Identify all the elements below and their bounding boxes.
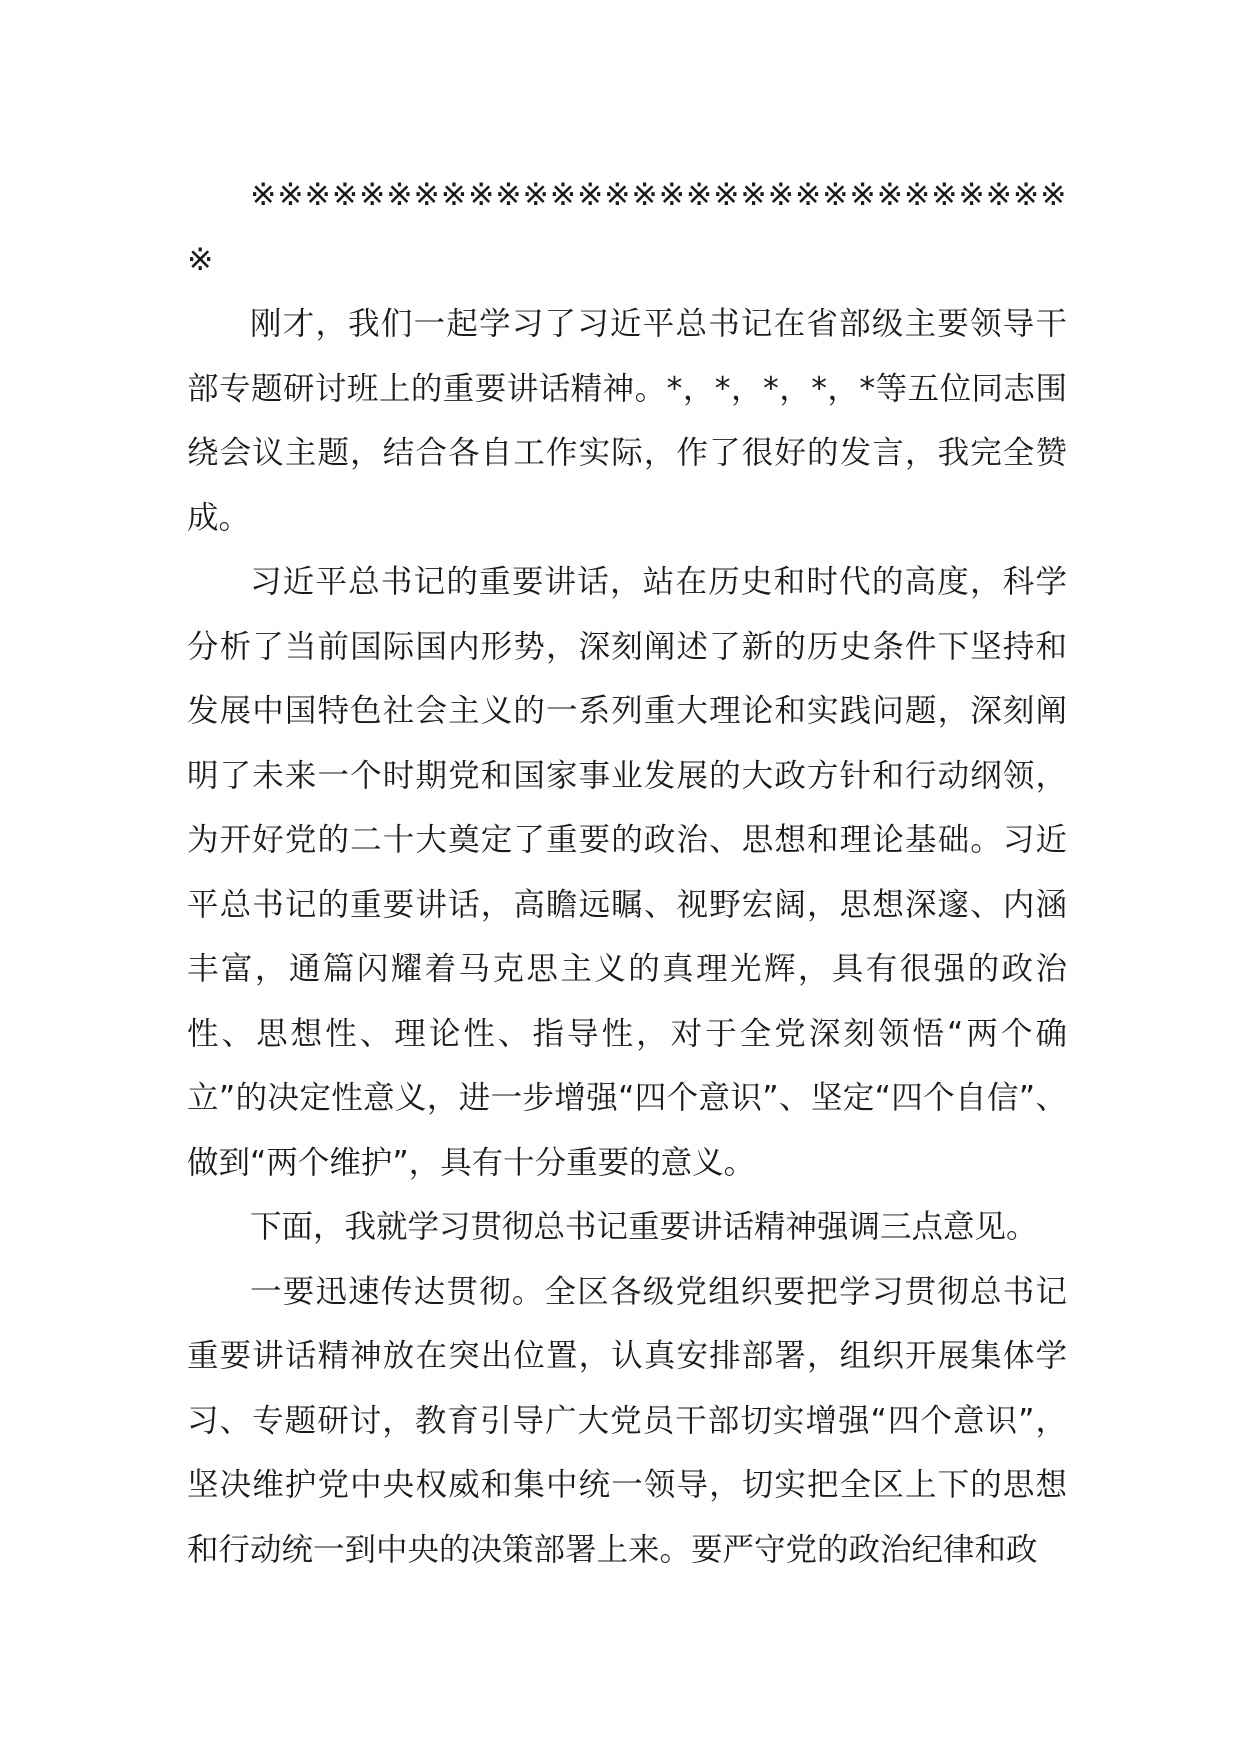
document-body <box>187 163 1067 1582</box>
paragraph-speech-significance: 习近平总书记的重要讲话，站在历史和时代的高度，科学分析了当前国际国内形势，深刻阐述了新的历史条件下坚持和发展中国特色社会主义的一系列重大理论和实践问题，深刻阐明了未来一个时期党和国家事业发展的大政方针和行动纲领，为开好党的二十大奠定了重要的政治、思想和理论基础。习近平总书记的重要讲话，高瞻远瞩、视野宏阔，思想深邃、内涵丰富，通篇闪耀着马克思主义的真理光辉，具有很强的政治性、思想性、理论性、指导性，对于全党深刻领悟“两个确立”的决定性意义，进一步增强“四个意识”、坚定“四个自信”、做到“两个维护”，具有十分重要的意义。 <box>187 564 1067 1181</box>
paragraph-opening: 刚才，我们一起学习了习近平总书记在省部级主要领导干部专题研讨班上的重要讲话精神。*，*，*，*，*等五位同志围绕会议主题，结合各自工作实际，作了很好的发言，我完全赞成。 <box>187 306 1067 536</box>
paragraph-three-points-intro: 下面，我就学习贯彻总书记重要讲话精神强调三点意见。 <box>250 1209 1038 1245</box>
paragraph-point-one: 一要迅速传达贯彻。全区各级党组织要把学习贯彻总书记重要讲话精神放在突出位置，认真安排部署，组织开展集体学习、专题研讨，教育引导广大党员干部切实增强“四个意识”，坚决维护党中央权威和集中统一领导，切实把全区上下的思想和行动统一到中央的决策部署上来。要严守党的政治纪律和政 <box>187 1273 1067 1568</box>
separator-line: ※※※※※※※※※※※※※※※※※※※※※※※※※※※※※※※ <box>187 177 1067 278</box>
